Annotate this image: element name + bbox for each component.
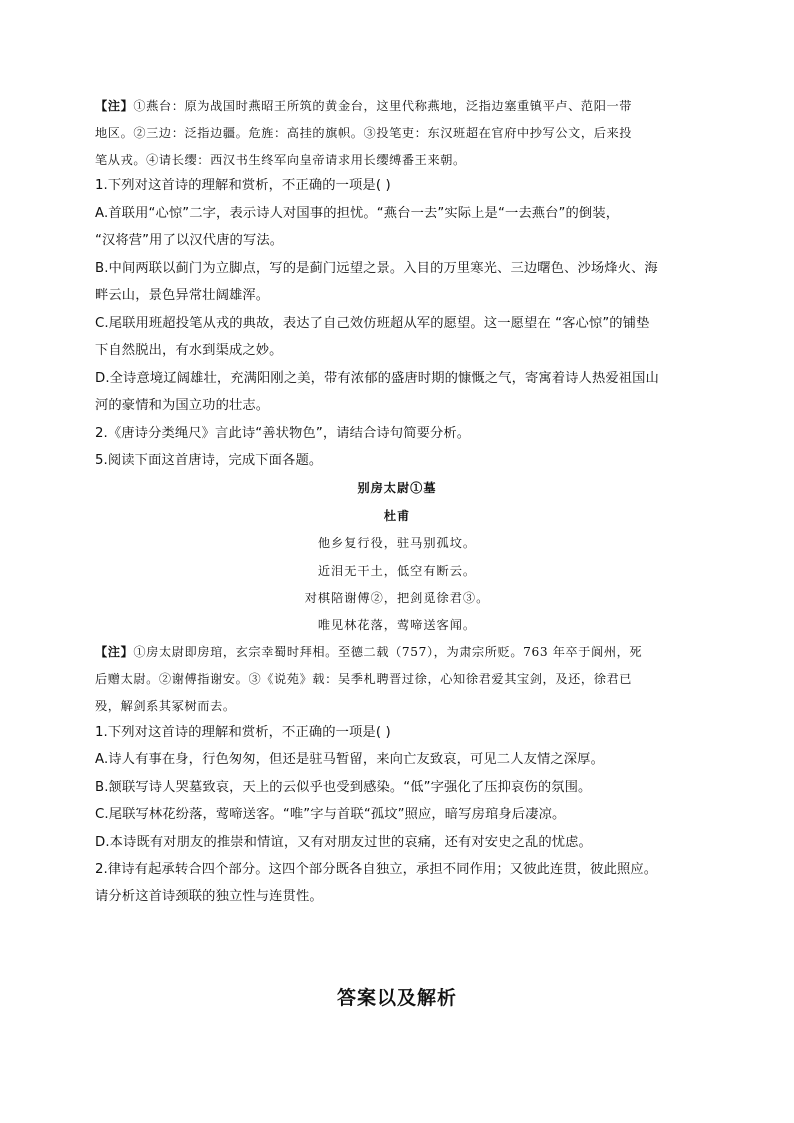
- poem2-verse-2: 近泪无干土，低空有断云。: [317, 564, 477, 578]
- poem1-note-lead: 【注】: [95, 99, 134, 113]
- poem2-author: 杜甫: [383, 509, 411, 523]
- poem1-option-d-line-1: D.全诗意境辽阔雄壮，充满阳刚之美，带有浓郁的盛唐时期的慷慨之气，寄寓着诗人热爱祖国山: [95, 371, 659, 386]
- poem1-option-a-line-1: A.首联用“心惊”二字，表示诗人对国事的担忧。“燕台一去”实际上是“一去燕台”的倒装，: [95, 206, 620, 221]
- poem2-option-c: C.尾联写林花纷落，莺啼送客。“唯”字与首联“孤坟”照应，暗写房琯身后凄凉。: [95, 807, 566, 822]
- poem1-option-b-line-2: 畔云山，景色异常壮阔雄浑。: [95, 288, 270, 303]
- section5-intro: 5.阅读下面这首唐诗，完成下面各题。: [95, 453, 323, 468]
- poem1-note-line-3: 笔从戎。④请长缨：西汉书生终军向皇帝请求用长缨缚番王来朝。: [95, 153, 466, 167]
- poem2-note-line-1: [95, 643, 705, 661]
- poem2-note-lead: 【注】: [95, 645, 134, 659]
- poem1-option-c-line-2: 下自然脱出，有水到渠成之妙。: [95, 343, 283, 358]
- poem2-note-line-2: 后赠太尉。②谢傅指谢安。③《说苑》载：吴季札聘晋过徐，心知徐君爱其宝剑，及还，徐君已: [95, 672, 633, 686]
- poem2-verse-3: 对棋陪谢傅②，把剑觅徐君③。: [304, 591, 490, 605]
- answer-heading: 答案以及解析: [336, 987, 457, 1009]
- poem2-option-d: D.本诗既有对朋友的推崇和情谊，又有对朋友过世的哀痛，还有对安史之乱的忧虑。: [95, 835, 592, 850]
- poem1-question-2: 2.《唐诗分类绳尺》言此诗“善状物色”，请结合诗句简要分析。: [95, 426, 471, 441]
- poem1-note-text-1: ①燕台：原为战国时燕昭王所筑的黄金台，这里代称燕地，泛指边塞重镇平卢、范阳一带: [133, 99, 633, 113]
- poem2-verse-4: 唯见林花落，莺啼送客闻。: [317, 618, 477, 632]
- poem1-option-d-line-2: 河的豪情和为国立功的壮志。: [95, 398, 270, 413]
- poem2-option-b: B.颔联写诗人哭墓致哀，天上的云似乎也受到感染。“低”字强化了压抑哀伤的氛围。: [95, 780, 592, 795]
- poem1-note-line-2: 地区。②三边：泛指边疆。危旌：高挂的旗帜。③投笔吏：东汉班超在官府中抄写公文，后来投: [95, 126, 633, 140]
- poem1-question-1: 1.下列对这首诗的理解和赏析，不正确的一项是( ): [95, 178, 391, 193]
- poem2-question-1: 1.下列对这首诗的理解和赏析，不正确的一项是( ): [95, 725, 391, 740]
- poem2-question-2-line-2: 请分析这首诗颈联的独立性与连贯性。: [95, 889, 323, 904]
- poem2-verse-1: 他乡复行役，驻马别孤坟。: [317, 536, 477, 550]
- poem2-title: 别房太尉①墓: [357, 481, 437, 495]
- poem1-option-b-line-1: B.中间两联以蓟门为立脚点，写的是蓟门远望之景。入目的万里寒光、三边曙色、沙场烽火、海: [95, 261, 658, 276]
- poem1-option-c-line-1: C.尾联用班超投笔从戎的典故，表达了自己效仿班超从军的愿望。这一愿望在 “客心惊”的铺垫: [95, 316, 650, 331]
- poem2-note-text-1: ①房太尉即房琯，玄宗幸蜀时拜相。至德二载（757），为肃宗所贬。763 年卒于阆州，死: [133, 645, 643, 659]
- poem2-question-2-line-1: 2.律诗有起承转合四个部分。这四个部分既各自独立，承担不同作用；又彼此连贯，彼此照应。: [95, 862, 658, 877]
- poem1-option-a-line-2: “汉将营”用了以汉代唐的写法。: [95, 233, 284, 248]
- poem1-note-line-1: [95, 97, 705, 115]
- poem2-note-line-3: 殁，解剑系其冢树而去。: [95, 699, 236, 713]
- poem2-option-a: A.诗人有事在身，行色匆匆，但还是驻马暂留，来向亡友致哀，可见二人友情之深厚。: [95, 752, 604, 767]
